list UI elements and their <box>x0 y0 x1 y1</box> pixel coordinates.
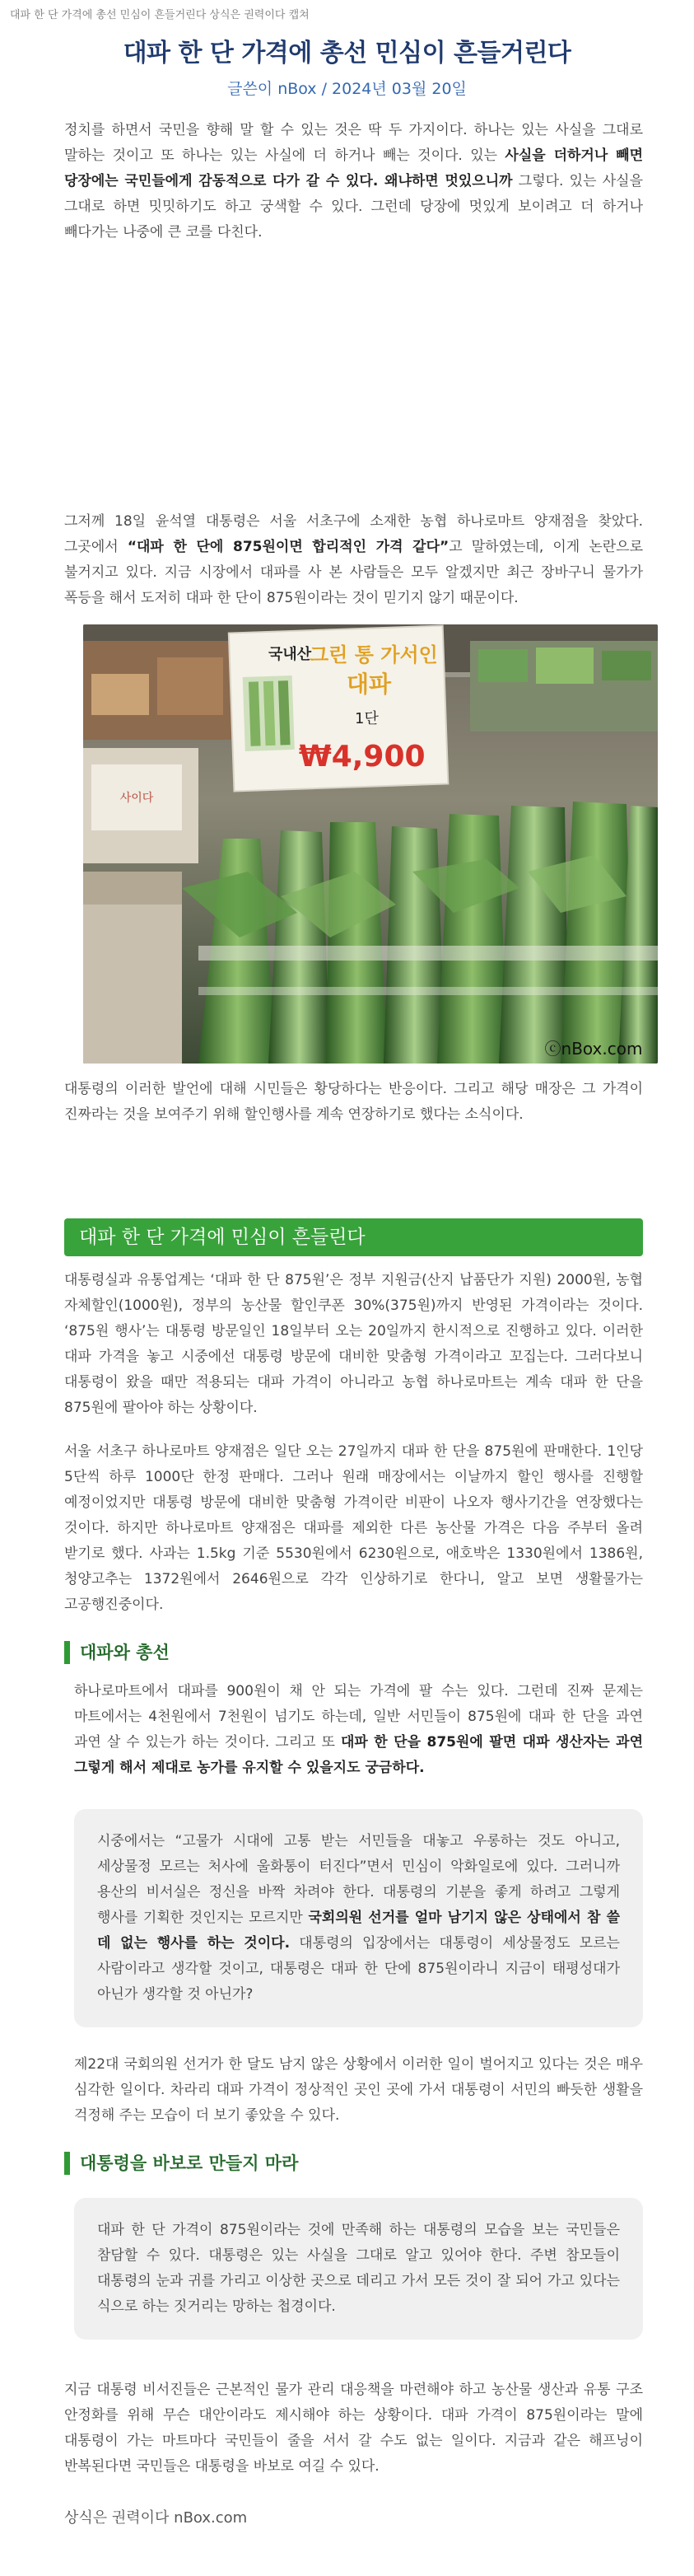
paragraph-pricing: 대통령실과 유통업계는 ‘대파 한 단 875원’은 정부 지원금(산지 납품단가 지원) 2000원, 농협 자체할인(1000원), 정부의 농산물 할인쿠폰 30%(375원)까지 반영된 가격이라는 것이다. ‘875원 행사’는 대통령 방문일인 18일부터 오는 20일까지 한시적으로 진행하고 있다. 이러한 대파 가격을 놓고 시중에선 대통령 방문에 대비한 맞춤형 가격이라고 꼬집는다. 그러다보니 대통령이 왔을 때만 적용되는 대파 가격이 아니라고 농협 하나로마트는 계속 대파 한 단을 875원에 팔아야 하는 상황이다. <box>64 1272 643 1416</box>
paragraph-visit-c: 고 말하였는데, 이게 논란으로 불거지고 있다. 지금 시장에서 대파를 사 본 사람들은 모두 알겠지만 최근 장바구니 물가가 폭등을 해서 도저히 대파 한 단이 875원이라는 것이 믿기지 않기 때문이다. <box>64 539 644 606</box>
subheading-election: 대파와 총선 <box>64 1641 643 1664</box>
article-body <box>0 118 694 2546</box>
sign-price: ₩4,900 <box>299 740 426 774</box>
green-onion-photo <box>83 624 658 1064</box>
paragraph-producer <box>64 1679 643 1781</box>
quote-text-president: 대파 한 단 가격이 875원이라는 것에 만족해 하는 대통령의 모습을 보는 국민들은 참담할 수 있다. 대통령은 있는 사실을 그대로 알고 있어야 한다. 주변 참모들이 대통령의 눈과 귀를 가리고 이상한 곳으로 데리고 가서 모든 것이 잘 되어 가고 있다는 식으로 하는 짓거리는 망하는 첩경이다. <box>97 2222 620 2315</box>
site-signature-text: 상식은 권력이다 nBox.com <box>64 2509 248 2527</box>
paragraph-visit <box>64 509 643 611</box>
byline[interactable] <box>0 78 694 100</box>
section-heading: 대파 한 단 가격에 민심이 흔들린다 <box>64 1218 643 1256</box>
paragraph-intro-c: 그렇다. 있는 사실을 그대로 하면 밋밋하기도 하고 궁색할 수 있다. 그런데 당장에 멋있게 보이려고 더 하거나 빼다가는 나중에 큰 코를 다친다. <box>64 173 643 241</box>
box-label: 사이다 <box>119 792 154 805</box>
paragraph-intro-a: 정치를 하면서 국민을 향해 말 할 수 있는 것은 딱 두 가지이다. 하나는 있는 사실을 그대로 말하는 것이고 또 하나는 있는 사실에 더 하거나 빼는 것이다. 있는 <box>64 122 643 164</box>
sign-name: 그린 통 가서인 <box>310 643 438 666</box>
paragraph-conclusion: 지금 대통령 비서진들은 근본적인 물가 관리 대응책을 마련해야 하고 농산물 생산과 유통 구조 안정화를 위해 무슨 대안이라도 제시해야 하는 상황이다. 대파 가격이 875원이라는 말에 대통령이 가는 마트마다 국민들이 줄을 서서 갈 수도 없는 일이다. 지금과 같은 해프닝이 반복된다면 국민들은 대통령을 바보로 여길 수 있다. <box>64 2382 643 2475</box>
quote-text-c: 대통령의 입장에서는 대통령이 세상물정도 모르는 사람이라고 생각할 것이고, 대통령은 대파 한 단에 875원이라니 지금이 태평성대가 아닌가 생각할 것 아닌가? <box>97 1935 620 2003</box>
photo-watermark: ⓒnBox.com <box>544 1039 643 1059</box>
paragraph-intro <box>64 118 643 245</box>
paragraph-visit-a: 그저께 18일 윤석열 대통령은 서울 서초구에 소재한 농협 하나로마트 양재점을 찾았다. 그곳에서 <box>64 513 643 555</box>
byline-text: 글쓴이 nBox / 2024년 03월 20일 <box>227 80 467 98</box>
green-onion-bundles <box>182 802 658 1064</box>
capture-caption: 대파 한 단 가격에 총선 민심이 흔들거린다 상식은 권력이다 캡쳐 <box>10 9 310 21</box>
subheading-president: 대통령을 바보로 만들지 마라 <box>64 2152 643 2175</box>
ad-space <box>64 245 643 509</box>
sign-product: 대파 <box>347 671 392 698</box>
paragraph-22nd-election: 제22대 국회의원 선거가 한 달도 남지 않은 상황에서 이러한 일이 벌어지고 있다는 것은 매우 심각한 일이다. 차라리 대파 가격이 정상적인 곳인 곳에 가서 대통령이 서민의 빠듯한 생활을 걱정해 주는 모습이 더 보기 좋았을 수 있다. <box>74 2056 643 2124</box>
quote-text-a: 시중에서는 “고물가 시대에 고통 받는 서민들을 대놓고 우롱하는 것도 아니고, 세상물정 모르는 처사에 울화통이 터진다”면서 민심이 악화일로에 있다. 그러니까 용산의 비서실은 정신을 바짝 차려야 한다. 대통령의 기분을 좋게 하려고 그렇게 행사를 기획한 것인지는 모르지만 <box>97 1833 620 1926</box>
site-signature[interactable] <box>64 2508 643 2546</box>
quote-box-president <box>74 2198 643 2340</box>
article-header <box>0 24 694 100</box>
sign-origin: 국내산 <box>268 646 312 663</box>
paragraph-intro-bold: 사실을 더하거나 빼면 당장에는 국민들에게 감동적으로 다가 갈 수 있다. 왜냐하면 멋있으니까 <box>64 147 643 189</box>
quote-text <box>97 1829 620 2008</box>
page-title: 대파 한 단 가격에 총선 민심이 흔들거린다 <box>123 39 571 68</box>
paragraph-reaction: 대통령의 이러한 발언에 대해 시민들은 황당하다는 반응이다. 그리고 해당 매장은 그 가격이 진짜라는 것을 보여주기 위해 할인행사를 계속 연장하기로 했다는 소식이다. <box>64 1081 643 1123</box>
quote-text-bold: 국회의원 선거를 얼마 남기지 않은 상태에서 참 쓸 데 없는 행사를 하는 것이다. <box>97 1910 620 1952</box>
paragraph-producer-a: 하나로마트에서 대파를 900원이 채 안 되는 가격에 팔 수는 있다. 그런데 진짜 문제는 마트에서는 4천원에서 7천원이 넘기도 하는데, 일반 서민들이 875원에 대파 한 단을 과연 과연 살 수 있는가 하는 것이다. 그리고 또 <box>74 1683 643 1751</box>
sign-unit: 1단 <box>355 710 379 727</box>
quote-box-public-opinion <box>74 1809 643 2027</box>
paragraph-yangjae: 서울 서초구 하나로마트 양재점은 일단 오는 27일까지 대파 한 단을 875원에 판매한다. 1인당 5단씩 하루 1000단 한정 판매다. 그러나 원래 매장에서는 이날까지 할인 행사를 진행할 예정이었지만 대통령 방문에 대비한 맞춤형 가격이란 비판이 나오자 행사기간을 연장했다는 것이다. 하지만 하나로마트 양재점은 대파를 제외한 다른 농산물 가격은 다음 주부터 올려 받기로 했다. 사과는 1.5kg 기준 5530원에서 6230원으로, 애호박은 1330원에서 1386원, 청양고추는 1372원에서 2646원으로 각각 인상하기로 한다니, 알고 보면 생활물가는 고공행진중이다. <box>64 1443 643 1613</box>
paragraph-producer-bold: 대파 한 단을 875원에 팔면 대파 생산자는 과연 그렇게 해서 제대로 농가를 유지할 수 있을지도 궁금하다. <box>74 1734 643 1776</box>
price-sign <box>229 626 449 792</box>
paragraph-visit-quote: “대파 한 단에 875원이면 합리적인 가격 같다” <box>127 539 449 555</box>
